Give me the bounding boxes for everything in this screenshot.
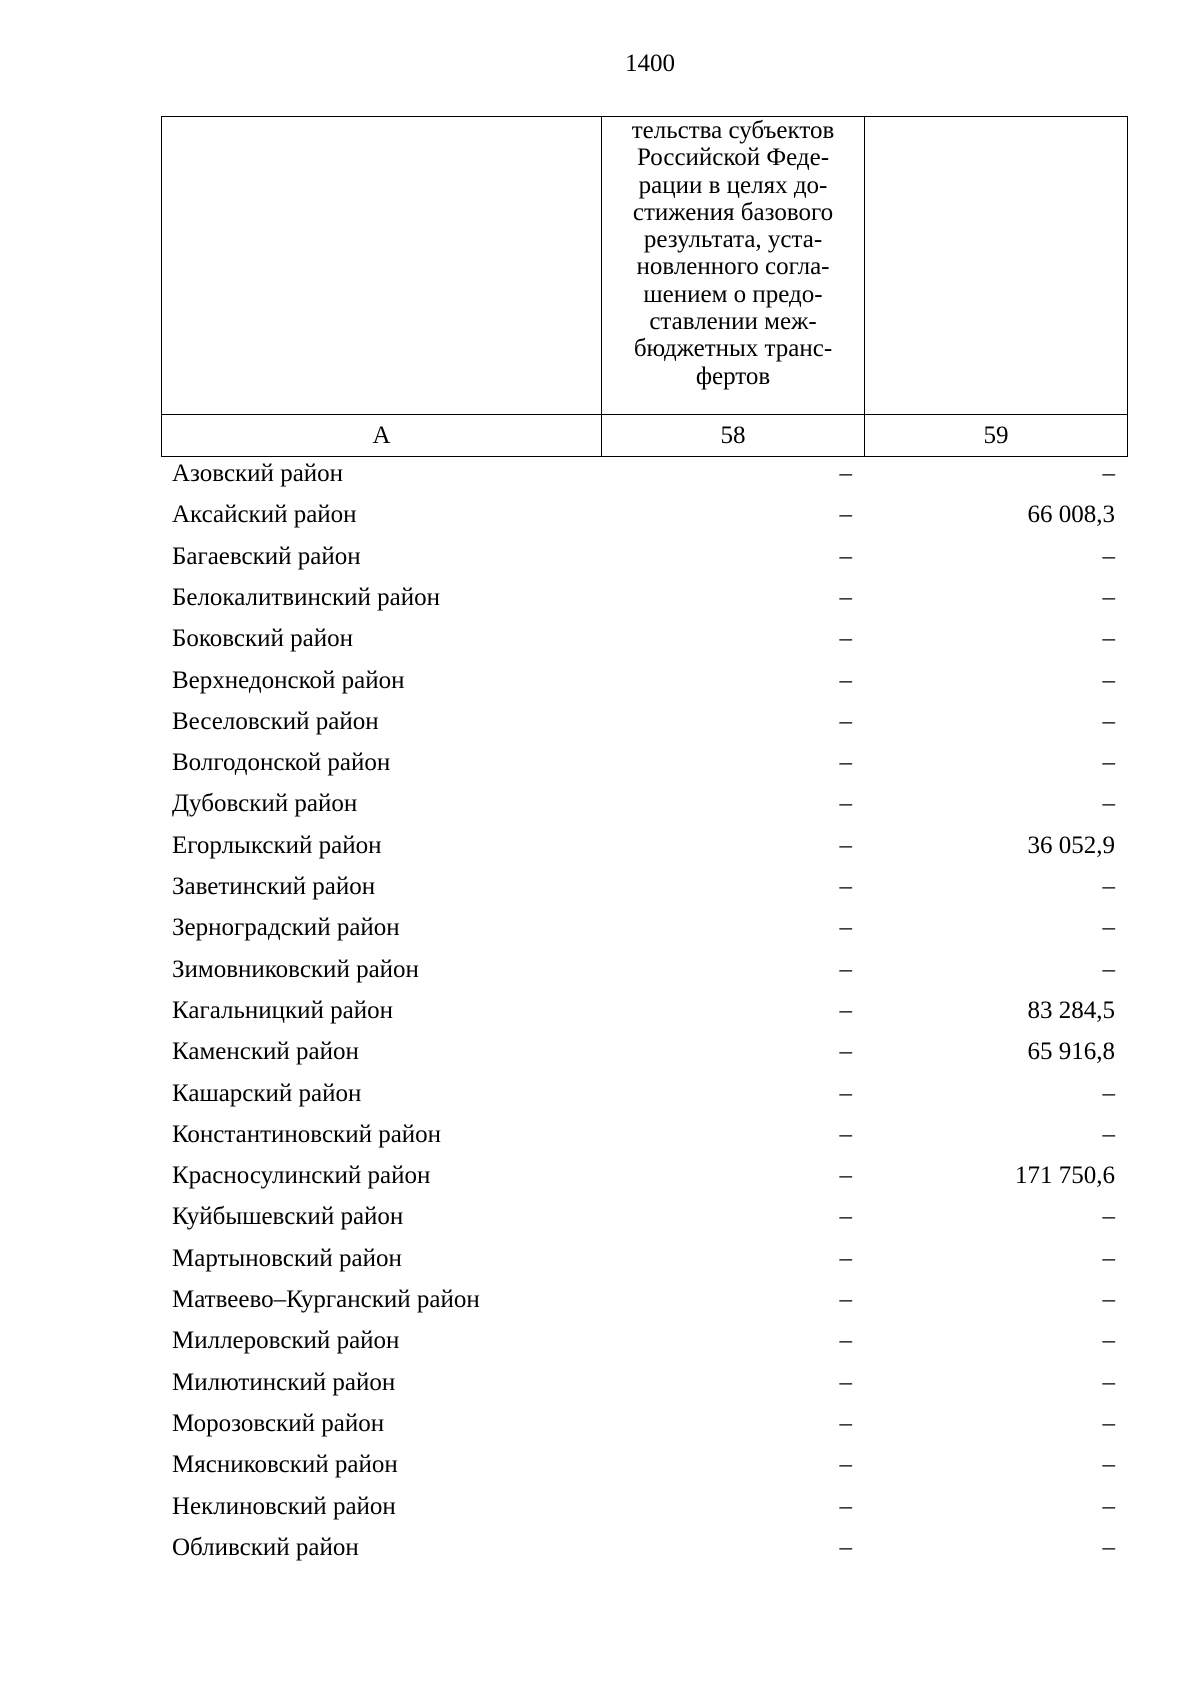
district-name: Белокалитвинский район [172,583,440,611]
value-col-58: – [839,1079,852,1107]
header-col-58-line: стижения базового [632,198,834,226]
value-col-59: 171 750,6 [1015,1162,1115,1190]
header-col-59-desc [865,117,1128,415]
value-col-59: – [1102,1203,1115,1231]
table-row [0,873,1200,913]
value-col-58: – [839,996,852,1024]
value-col-59: – [1102,1533,1115,1561]
value-col-59: – [1102,1286,1115,1313]
header-col-59-num: 59 [865,415,1128,457]
district-name: Неклиновский район [172,1492,396,1520]
value-col-59: – [1102,749,1115,777]
value-col-59: 83 284,5 [1027,996,1115,1024]
value-col-58: – [839,1120,852,1148]
header-col-58-num: 58 [602,415,865,457]
value-col-58: – [839,1203,852,1231]
value-col-58: – [839,625,852,653]
header-col-58-line: рации в целях до- [638,171,828,199]
header-col-58-line: тельства субъектов [631,117,835,144]
value-col-58: – [839,955,852,983]
header-number-row [162,415,1128,457]
district-name: Зимовниковский район [172,955,419,983]
header-col-58-line: Российской Феде- [636,144,830,172]
district-name: Константиновский район [172,1120,442,1148]
value-col-59: – [1102,1120,1115,1148]
table-row [0,1369,1200,1409]
table-row [0,1451,1200,1491]
value-col-58: – [839,1451,852,1479]
value-col-59: – [1102,1244,1115,1272]
table-row [0,997,1200,1037]
value-col-59: – [1102,1492,1115,1520]
table-row [0,625,1200,665]
table-row [0,1327,1200,1367]
value-col-58: – [839,831,852,859]
district-name: Зерноградский район [172,914,400,942]
value-col-58: – [839,501,852,529]
district-name: Веселовский район [172,707,379,735]
table-row [0,1286,1200,1326]
table-row [0,460,1200,500]
table-row [0,1245,1200,1285]
table-row [0,1038,1200,1078]
value-col-58: – [839,542,852,570]
header-description-row [162,117,1128,415]
district-name: Егорлыкский район [172,831,382,859]
table-row [0,708,1200,748]
value-col-58: – [839,790,852,818]
district-name: Мартыновский район [172,1244,402,1272]
value-col-58: – [839,1492,852,1520]
value-col-59: – [1102,1368,1115,1396]
header-col-58-line: фертов [695,362,771,390]
page-number: 1400 [625,50,675,77]
value-col-58: – [839,1409,852,1437]
table-row [0,1493,1200,1533]
table-row [0,1162,1200,1202]
district-name: Красносулинский район [172,1162,431,1190]
table-row [0,543,1200,583]
district-name: Боковский район [172,625,353,653]
district-name: Багаевский район [172,542,361,570]
header-col-58-line: новленного согла- [636,253,830,281]
table-row [0,584,1200,624]
header-table [161,116,1128,457]
value-col-59: – [1102,666,1115,694]
header-col-58-desc [602,117,865,415]
district-name: Азовский район [172,460,344,487]
district-name: Матвеево–Курганский район [172,1286,480,1313]
value-col-58: – [839,1533,852,1561]
district-name: Каменский район [172,1038,359,1066]
district-name: Миллеровский район [172,1327,400,1355]
table-row [0,956,1200,996]
value-col-58: – [839,873,852,900]
district-name: Заветинский район [172,873,376,900]
district-name: Мясниковский район [172,1451,398,1479]
table-row [0,1203,1200,1243]
value-col-59: – [1102,1451,1115,1479]
table-row [0,1534,1200,1574]
value-col-59: – [1102,1079,1115,1107]
value-col-58: – [839,1327,852,1355]
table-row [0,1080,1200,1120]
district-name: Милютинский район [172,1368,396,1396]
value-col-59: – [1102,873,1115,900]
table-row [0,790,1200,830]
value-col-59: – [1102,707,1115,735]
table-row [0,1121,1200,1161]
value-col-58: – [839,707,852,735]
value-col-59: – [1102,460,1115,487]
header-col-58-line: шением о предо- [643,280,823,308]
table-row [0,501,1200,541]
value-col-58: – [839,749,852,777]
value-col-58: – [839,460,852,487]
value-col-58: – [839,914,852,942]
value-col-59: – [1102,625,1115,653]
header-col-58-line: ставлении меж- [649,308,817,336]
value-col-58: – [839,1038,852,1066]
value-col-58: – [839,1368,852,1396]
district-name: Дубовский район [172,790,358,818]
district-name: Волгодонской район [172,749,391,777]
district-name: Обливский район [172,1533,359,1561]
header-col-a-desc [162,117,602,415]
value-col-59: – [1102,542,1115,570]
district-name: Кагальницкий район [172,996,394,1024]
value-col-58: – [839,666,852,694]
table-row [0,914,1200,954]
value-col-58: – [839,1286,852,1313]
district-name: Кашарский район [172,1079,362,1107]
header-col-58-line: бюджетных транс- [633,335,833,363]
value-col-58: – [839,583,852,611]
value-col-59: – [1102,1409,1115,1437]
value-col-59: – [1102,1327,1115,1355]
table-row [0,832,1200,872]
table-row [0,749,1200,789]
value-col-58: – [839,1244,852,1272]
district-name: Аксайский район [172,501,357,529]
district-name: Куйбышевский район [172,1203,404,1231]
value-col-59: 65 916,8 [1027,1038,1115,1066]
value-col-59: – [1102,914,1115,942]
table-row [0,667,1200,707]
value-col-59: – [1102,583,1115,611]
district-name: Морозовский район [172,1409,385,1437]
value-col-59: – [1102,790,1115,818]
table-row [0,1410,1200,1450]
value-col-58: – [839,1162,852,1190]
value-col-59: – [1102,955,1115,983]
header-col-58-line: результата, уста- [643,226,823,254]
value-col-59: 66 008,3 [1027,501,1115,529]
header-col-a-num: А [162,415,602,457]
district-name: Верхнедонской район [172,666,405,694]
value-col-59: 36 052,9 [1027,831,1115,859]
